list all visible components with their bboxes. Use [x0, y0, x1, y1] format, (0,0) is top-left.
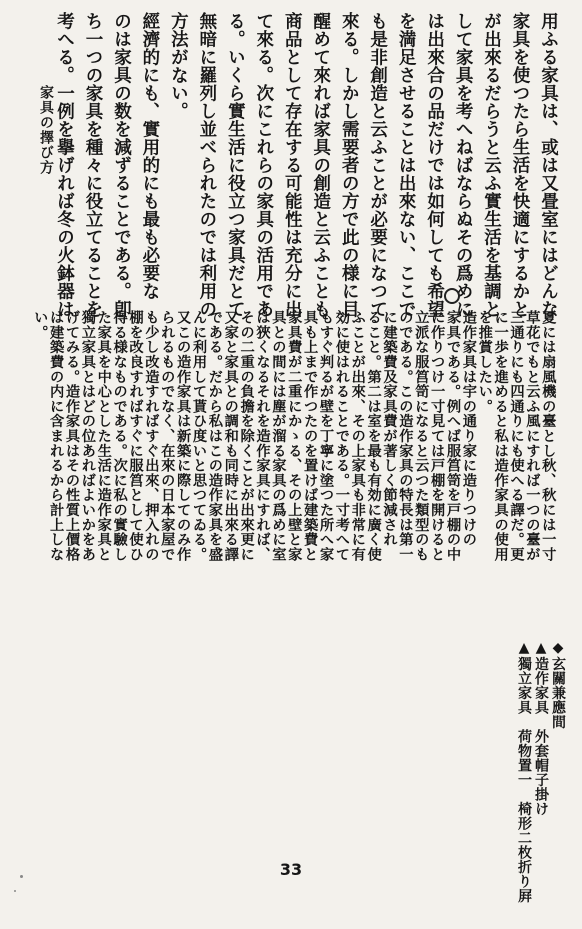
section-heading: 家具の擇び方 [38, 85, 54, 175]
text-column: て來る。次にこれらの家具の活用であ [253, 12, 274, 318]
text-column: を推賞したい。 [476, 310, 493, 414]
text-column: に建築費及家具費が著しく節減され [381, 310, 398, 547]
text-column: い。 [32, 310, 49, 340]
text-column: る。いくら實生活に役立つ家具だとて [225, 12, 246, 318]
text-column: 無暗に羅列し並べられたのでは利用の [196, 12, 217, 318]
text-column: 方法がない。 [168, 12, 189, 120]
text-column: もすぐ判るが壁を丁寧に塗つた所へ家 [318, 310, 335, 562]
text-column: は建築費の内に含まれるから計上しな [48, 310, 65, 562]
text-column: 又家と家具との調和も同時に出來る譯 [222, 310, 239, 562]
text-column: ふことが出來、その上家具も非常に有 [349, 310, 366, 562]
text-column: である。だから私はこの造作家具を盛 [206, 310, 223, 562]
text-column: に一歩を進めると私は造作家具の使用 [492, 310, 509, 562]
text-column: 棚を改良すればすぐに服筥として使ひ [127, 310, 144, 562]
text-column: 具との間には塵が溜る家具の爲めに室 [270, 310, 287, 562]
text-column: 又この造作家具は新築に際してのみ作 [175, 310, 192, 562]
notes-line-1: ▲造作家具 外套帽子掛け [533, 640, 549, 816]
text-column: 得る様なものである。次に私の實驗し [111, 310, 128, 562]
text-column: は出來合の品だけでは如何しても希望 [424, 12, 445, 318]
text-column: げてみる。造作家具はその性質上價格 [64, 310, 81, 562]
text-column: んに利用して貰ひ度いと思つてゐる。 [191, 310, 208, 562]
text-column: 家具を使つたら生活を快適にするかと [510, 12, 531, 318]
text-column: 効に使はれることである。一寸考へて [333, 310, 350, 562]
text-column: 醒めて來れば家具の創造と云ふことも [310, 12, 331, 318]
text-column: 家具である。例へば服筥笥を戸棚の中 [445, 310, 462, 562]
text-column: 立派な服筥笥になると云つた類型のも [413, 310, 430, 562]
notes-title: ◆玄關兼應間 [550, 640, 566, 729]
text-column: のである。この造作家具の特長は第一 [397, 310, 414, 562]
text-column: 獨立家具とはどの位あればよいかをあ [79, 310, 96, 562]
notes-line-2: ▲獨立家具 荷物置一 椅形二枚折り屛 [516, 640, 532, 903]
text-column: も是非創造と云ふことが必要になつて [367, 12, 388, 318]
text-column: 考へる。一例を擧げれば冬の火鉢器は [54, 12, 75, 318]
text-column: その二重の負擔を除くことが出來更に [238, 310, 255, 562]
text-column: られるものでなく、在來の日本家屋で [159, 310, 176, 562]
text-column: 家具費が二重にかゝる、その上壁と家 [286, 310, 303, 562]
text-column: 草花でもと云ふ風にすれば一つの臺が [524, 310, 541, 562]
scan-speck [20, 875, 23, 878]
scan-speck [14, 890, 16, 892]
text-column: 經濟的にも、實用的にも最も必要な [139, 12, 160, 300]
text-column: のは家具の数を減ずることである。卽 [111, 12, 132, 318]
text-column: た家具を中心とした生活に造作家具と [95, 310, 112, 562]
text-column: して家具を考へねばならぬその爲めに [453, 12, 474, 318]
text-column: 來る。しかし需要者の方で此の様に目 [339, 12, 360, 318]
text-column: 用ふる家具は、或は又畳室にはどんな [538, 12, 559, 318]
text-column: ること。第二は室を最も有効に廣く使 [365, 310, 382, 562]
circle-mark-icon [444, 288, 460, 304]
text-column: に作りつけ一寸見ては戸棚を開けると [429, 310, 446, 562]
text-column: 夏には扇風機の臺とし秋、秋には一寸 [540, 310, 557, 562]
text-column: 造作家具は宇の通り家に造りつけの [460, 310, 477, 547]
text-column: 三通りにも四通りにも使へる譯だ。更 [508, 310, 525, 562]
text-column: 具も上まで作つたのを置けば建築費と [302, 310, 319, 562]
text-column: も少し改造すればすぐ出來、押入れの [143, 310, 160, 562]
text-column: が出來るだらうと云ふ實生活を基調と [481, 12, 502, 318]
text-column: ち一つの家具を種々に役立てることを [82, 12, 103, 318]
text-column: は狹くなるそれを造作家具にすれば、 [254, 310, 271, 562]
text-column: 商品として存在する可能性は充分に出 [282, 12, 303, 318]
text-column: を満足させることは出來ない、ここで [396, 12, 417, 318]
page-number: 33 [279, 860, 303, 879]
